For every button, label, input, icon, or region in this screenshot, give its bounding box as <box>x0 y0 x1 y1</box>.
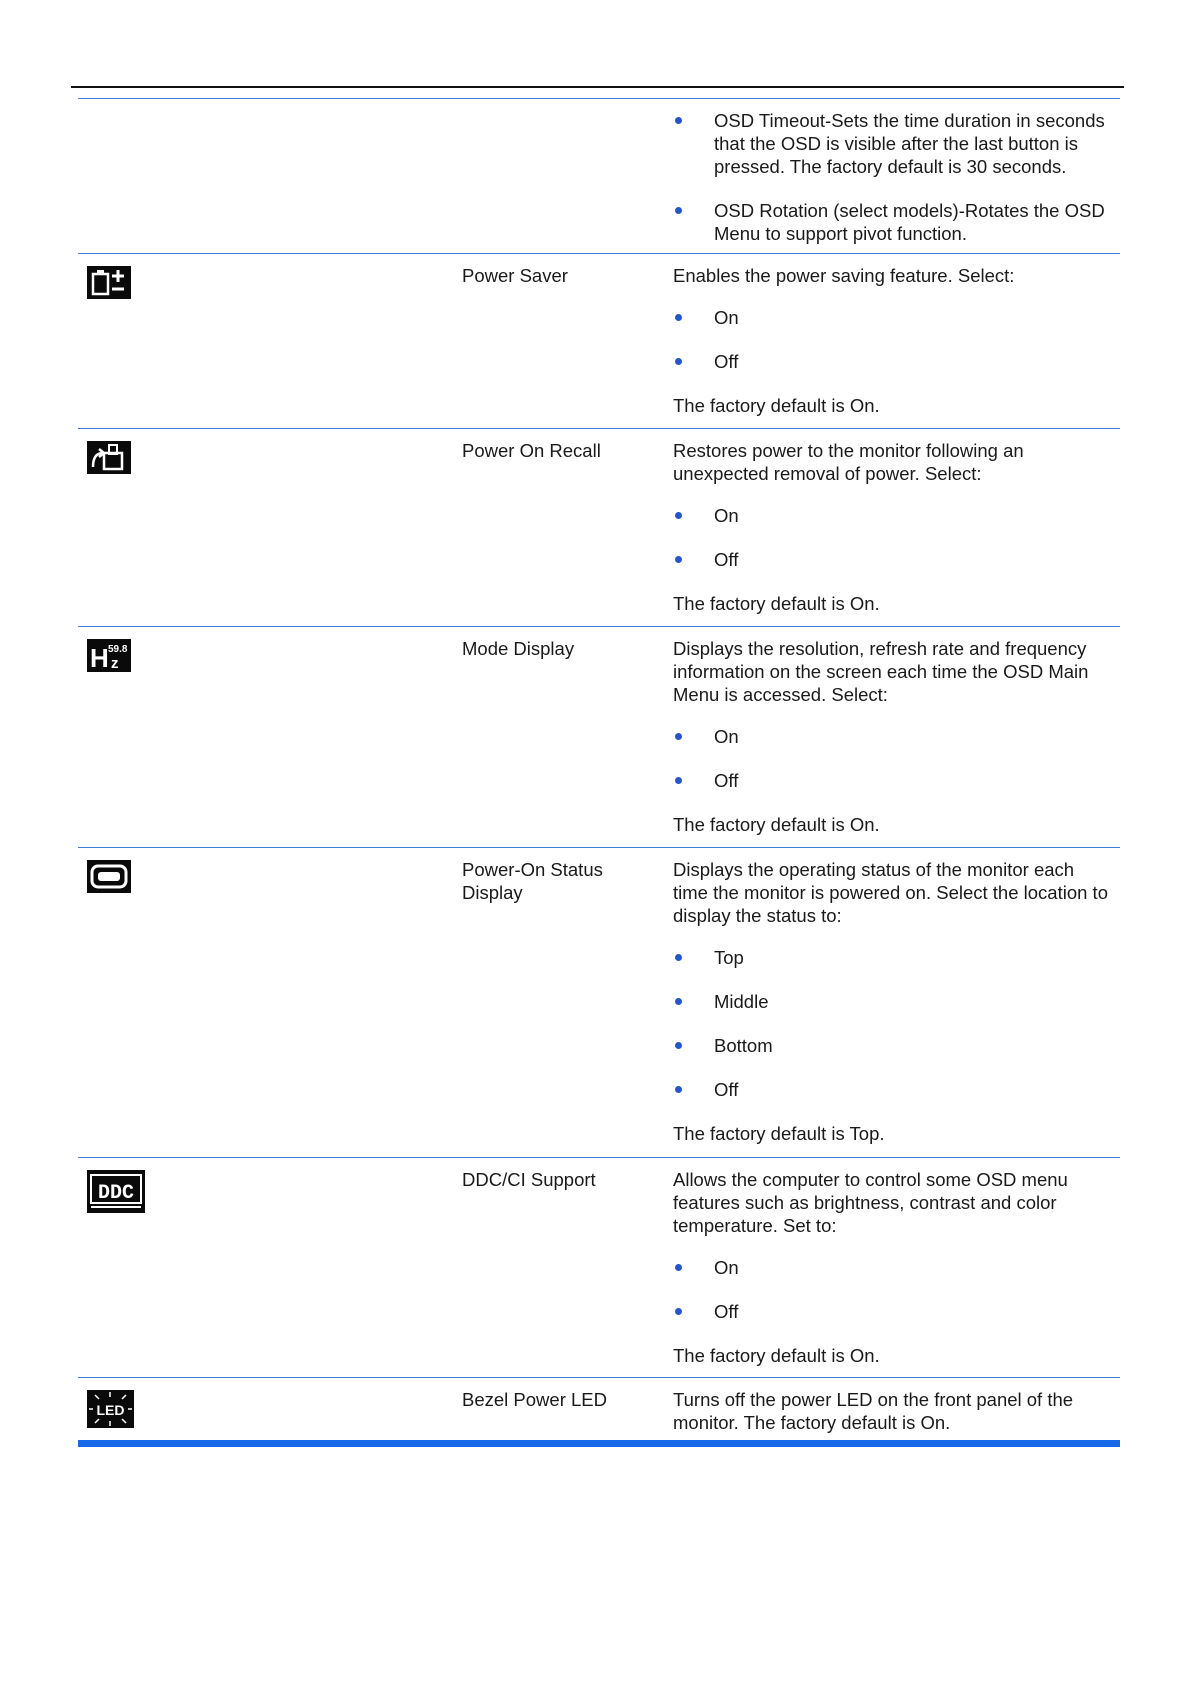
description-intro: Enables the power saving feature. Select: <box>673 265 1015 286</box>
option-off: Off <box>673 1300 1112 1323</box>
option-on: On <box>673 306 1112 329</box>
factory-default: The factory default is On. <box>673 814 880 835</box>
table-row-ddc-ci-support <box>78 1157 1120 1377</box>
description-intro: Turns off the power LED on the front panel of the monitor. The factory default is On. <box>673 1389 1074 1433</box>
table-row-mode-display <box>78 626 1120 847</box>
bullet-osd-timeout: OSD Timeout-Sets the time duration in seconds that the OSD is visible after the last button is pressed. The factory default is 30 seconds. <box>673 109 1112 178</box>
option-list <box>673 725 1112 792</box>
status-display-icon <box>87 860 131 898</box>
factory-default: The factory default is On. <box>673 395 880 416</box>
page-top-rule <box>71 86 1124 88</box>
ddc-icon <box>87 1170 145 1218</box>
svg-text:H: H <box>90 643 109 672</box>
option-list <box>673 306 1112 373</box>
option-off: Off <box>673 350 1112 373</box>
option-list <box>673 1256 1112 1323</box>
option-bottom: Bottom <box>673 1034 1112 1057</box>
setting-name: Bezel Power LED <box>462 1389 607 1410</box>
setting-name: Power On Recall <box>462 440 601 461</box>
bullet-list <box>673 109 1112 245</box>
svg-text:z: z <box>111 655 119 672</box>
option-on: On <box>673 504 1112 527</box>
table-row-bezel-power-led <box>78 1377 1120 1447</box>
setting-name: Power Saver <box>462 265 568 286</box>
factory-default: The factory default is On. <box>673 593 880 614</box>
description-intro: Restores power to the monitor following an unexpected removal of power. Select: <box>673 440 1024 484</box>
option-on: On <box>673 725 1112 748</box>
description-intro: Displays the operating status of the monitor each time the monitor is powered on. Select the location to display the status to: <box>673 859 1108 926</box>
setting-name: Power-On Status Display <box>462 859 603 903</box>
option-off: Off <box>673 1078 1112 1101</box>
svg-text:59.8: 59.8 <box>108 644 128 655</box>
setting-name: Mode Display <box>462 638 575 659</box>
bullet-osd-rotation: OSD Rotation (select models)-Rotates the OSD Menu to support pivot function. <box>673 199 1112 245</box>
description-cell <box>673 627 1120 848</box>
option-on: On <box>673 1256 1112 1279</box>
led-icon <box>87 1390 134 1433</box>
setting-name: DDC/CI Support <box>462 1169 596 1190</box>
option-off: Off <box>673 769 1112 792</box>
description-cell <box>673 1378 1120 1446</box>
table-row-osd-continued <box>78 98 1120 253</box>
option-top: Top <box>673 946 1112 969</box>
factory-default: The factory default is Top. <box>673 1123 885 1144</box>
description-intro: Displays the resolution, refresh rate and frequency information on the screen each time the OSD Main Menu is accessed. Select: <box>673 638 1089 705</box>
svg-text:LED: LED <box>96 1402 125 1418</box>
description-cell <box>673 1158 1120 1379</box>
option-off: Off <box>673 548 1112 571</box>
mode-display-hz-icon <box>87 639 131 677</box>
option-list <box>673 946 1112 1101</box>
option-middle: Middle <box>673 990 1112 1013</box>
table-row-power-on-status-display <box>78 847 1120 1157</box>
osd-settings-table <box>78 98 1120 1447</box>
description-cell <box>673 99 1120 257</box>
description-cell <box>673 848 1120 1157</box>
description-cell <box>673 429 1120 627</box>
factory-default: The factory default is On. <box>673 1345 880 1366</box>
table-row-power-on-recall <box>78 428 1120 626</box>
description-intro: Allows the computer to control some OSD menu features such as brightness, contrast and color temperature. Set to: <box>673 1169 1068 1236</box>
table-row-power-saver <box>78 253 1120 428</box>
power-saver-icon <box>87 266 131 304</box>
option-list <box>673 504 1112 571</box>
description-cell <box>673 254 1120 429</box>
svg-text:DDC: DDC <box>97 1182 135 1205</box>
power-on-recall-icon <box>87 441 131 479</box>
